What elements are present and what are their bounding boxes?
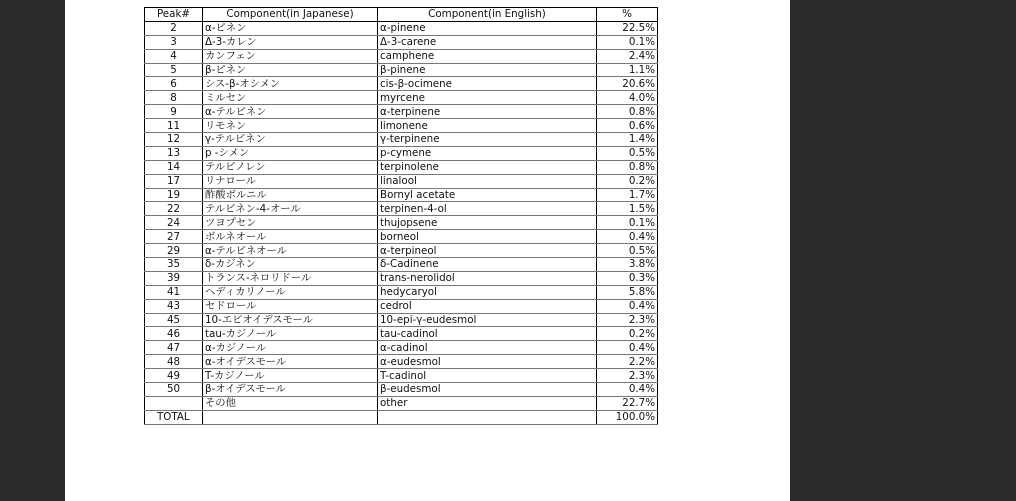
japanese-name-cell: γ-テルピネン (203, 133, 378, 147)
table-body (145, 21, 658, 424)
table-row (145, 369, 658, 383)
english-name-cell: Bornyl acetate (378, 188, 597, 202)
table-row (145, 230, 658, 244)
english-name-cell: T-cadinol (378, 369, 597, 383)
table-row (145, 35, 658, 49)
japanese-name-cell: シス-β-オシメン (203, 77, 378, 91)
english-name-cell: α-terpineol (378, 244, 597, 258)
japanese-name-cell: α-カジノール (203, 341, 378, 355)
percent-cell: 2.3% (597, 369, 658, 383)
english-name-cell: linalool (378, 174, 597, 188)
japanese-name-cell: α-テルピネオール (203, 244, 378, 258)
component-table (144, 7, 658, 425)
japanese-name-cell: セドロール (203, 299, 378, 313)
english-name-cell: α-pinene (378, 21, 597, 35)
peak-cell: 48 (145, 355, 203, 369)
english-name-cell: cedrol (378, 299, 597, 313)
peak-cell: 49 (145, 369, 203, 383)
english-name-cell: tau-cadinol (378, 327, 597, 341)
english-name-cell: α-terpinene (378, 105, 597, 119)
total-empty-en (378, 410, 597, 424)
percent-cell: 2.4% (597, 49, 658, 63)
table-row (145, 63, 658, 77)
percent-cell: 0.2% (597, 174, 658, 188)
peak-cell: 3 (145, 35, 203, 49)
table-row (145, 202, 658, 216)
japanese-name-cell: その他 (203, 396, 378, 410)
peak-cell: 46 (145, 327, 203, 341)
table-row (145, 119, 658, 133)
percent-cell: 0.1% (597, 35, 658, 49)
japanese-name-cell: 10-エピオイデスモール (203, 313, 378, 327)
percent-cell: 0.5% (597, 146, 658, 160)
table-row (145, 188, 658, 202)
percent-cell: 0.3% (597, 271, 658, 285)
peak-cell: 13 (145, 146, 203, 160)
percent-cell: 3.8% (597, 258, 658, 272)
peak-cell: 9 (145, 105, 203, 119)
percent-cell: 1.4% (597, 133, 658, 147)
percent-cell: 0.4% (597, 383, 658, 397)
table-row (145, 160, 658, 174)
peak-cell: 43 (145, 299, 203, 313)
percent-cell: 0.4% (597, 341, 658, 355)
english-name-cell: borneol (378, 230, 597, 244)
peak-cell: 19 (145, 188, 203, 202)
english-name-cell: limonene (378, 119, 597, 133)
peak-cell (145, 396, 203, 410)
percent-cell: 2.3% (597, 313, 658, 327)
table-row (145, 174, 658, 188)
table-row (145, 355, 658, 369)
percent-cell: 0.5% (597, 244, 658, 258)
japanese-name-cell: β-ピネン (203, 63, 378, 77)
peak-cell: 6 (145, 77, 203, 91)
english-name-cell: cis-β-ocimene (378, 77, 597, 91)
percent-cell: 0.6% (597, 119, 658, 133)
peak-cell: 12 (145, 133, 203, 147)
japanese-name-cell: カンフェン (203, 49, 378, 63)
total-row (145, 410, 658, 424)
english-name-cell: γ-terpinene (378, 133, 597, 147)
table-row (145, 341, 658, 355)
japanese-name-cell: δ-カジネン (203, 258, 378, 272)
japanese-name-cell: テルピネン-4-オール (203, 202, 378, 216)
japanese-name-cell: α-テルピネン (203, 105, 378, 119)
percent-cell: 22.7% (597, 396, 658, 410)
japanese-name-cell: 酢酸ボルニル (203, 188, 378, 202)
japanese-name-cell: ヘディカリノール (203, 285, 378, 299)
peak-cell: 27 (145, 230, 203, 244)
peak-cell: 24 (145, 216, 203, 230)
percent-cell: 1.5% (597, 202, 658, 216)
peak-cell: 17 (145, 174, 203, 188)
peak-cell: 29 (145, 244, 203, 258)
percent-cell: 5.8% (597, 285, 658, 299)
table-row (145, 299, 658, 313)
english-name-cell: camphene (378, 49, 597, 63)
table-row (145, 105, 658, 119)
japanese-name-cell: β-オイデスモール (203, 383, 378, 397)
table-row (145, 271, 658, 285)
japanese-name-cell: α-ピネン (203, 21, 378, 35)
header-peak: Peak# (145, 8, 203, 22)
percent-cell: 2.2% (597, 355, 658, 369)
table-row (145, 285, 658, 299)
table-row (145, 49, 658, 63)
japanese-name-cell: リモネン (203, 119, 378, 133)
table-row (145, 216, 658, 230)
english-name-cell: α-cadinol (378, 341, 597, 355)
percent-cell: 0.4% (597, 299, 658, 313)
percent-cell: 0.2% (597, 327, 658, 341)
table-row (145, 91, 658, 105)
japanese-name-cell: リナロール (203, 174, 378, 188)
english-name-cell: trans-nerolidol (378, 271, 597, 285)
english-name-cell: terpinolene (378, 160, 597, 174)
english-name-cell: β-pinene (378, 63, 597, 77)
header-component-japanese: Component(in Japanese) (203, 8, 378, 22)
japanese-name-cell: ミルセン (203, 91, 378, 105)
english-name-cell: β-eudesmol (378, 383, 597, 397)
peak-cell: 8 (145, 91, 203, 105)
peak-cell: 39 (145, 271, 203, 285)
english-name-cell: 10-epi-γ-eudesmol (378, 313, 597, 327)
percent-cell: 0.1% (597, 216, 658, 230)
percent-cell: 20.6% (597, 77, 658, 91)
english-name-cell: p-cymene (378, 146, 597, 160)
percent-cell: 1.7% (597, 188, 658, 202)
japanese-name-cell: T-カジノール (203, 369, 378, 383)
english-name-cell: δ-Cadinene (378, 258, 597, 272)
percent-cell: 0.4% (597, 230, 658, 244)
english-name-cell: terpinen-4-ol (378, 202, 597, 216)
table-row (145, 244, 658, 258)
peak-cell: 22 (145, 202, 203, 216)
peak-cell: 11 (145, 119, 203, 133)
percent-cell: 0.8% (597, 105, 658, 119)
header-percent: % (597, 8, 658, 22)
peak-cell: 45 (145, 313, 203, 327)
japanese-name-cell: α-オイデスモール (203, 355, 378, 369)
total-empty-jp (203, 410, 378, 424)
peak-cell: 4 (145, 49, 203, 63)
japanese-name-cell: tau-カジノール (203, 327, 378, 341)
percent-cell: 4.0% (597, 91, 658, 105)
japanese-name-cell: テルピノレン (203, 160, 378, 174)
percent-cell: 0.8% (597, 160, 658, 174)
english-name-cell: α-eudesmol (378, 355, 597, 369)
percent-cell: 1.1% (597, 63, 658, 77)
total-label: TOTAL (145, 410, 203, 424)
table-header-row (145, 8, 658, 22)
table-row (145, 396, 658, 410)
table-row (145, 383, 658, 397)
peak-cell: 5 (145, 63, 203, 77)
table-row (145, 146, 658, 160)
peak-cell: 41 (145, 285, 203, 299)
peak-cell: 14 (145, 160, 203, 174)
header-component-english: Component(in English) (378, 8, 597, 22)
japanese-name-cell: ツヨプセン (203, 216, 378, 230)
document-page (65, 0, 790, 501)
english-name-cell: thujopsene (378, 216, 597, 230)
japanese-name-cell: Δ-3-カレン (203, 35, 378, 49)
percent-cell: 22.5% (597, 21, 658, 35)
peak-cell: 2 (145, 21, 203, 35)
japanese-name-cell: p -シメン (203, 146, 378, 160)
total-percent: 100.0% (597, 410, 658, 424)
english-name-cell: Δ-3-carene (378, 35, 597, 49)
table-row (145, 133, 658, 147)
table-row (145, 21, 658, 35)
table-row (145, 327, 658, 341)
japanese-name-cell: トランス-ネロリドール (203, 271, 378, 285)
table-row (145, 313, 658, 327)
peak-cell: 50 (145, 383, 203, 397)
table-row (145, 77, 658, 91)
peak-cell: 47 (145, 341, 203, 355)
english-name-cell: myrcene (378, 91, 597, 105)
english-name-cell: other (378, 396, 597, 410)
table-row (145, 258, 658, 272)
japanese-name-cell: ボルネオール (203, 230, 378, 244)
peak-cell: 35 (145, 258, 203, 272)
english-name-cell: hedycaryol (378, 285, 597, 299)
